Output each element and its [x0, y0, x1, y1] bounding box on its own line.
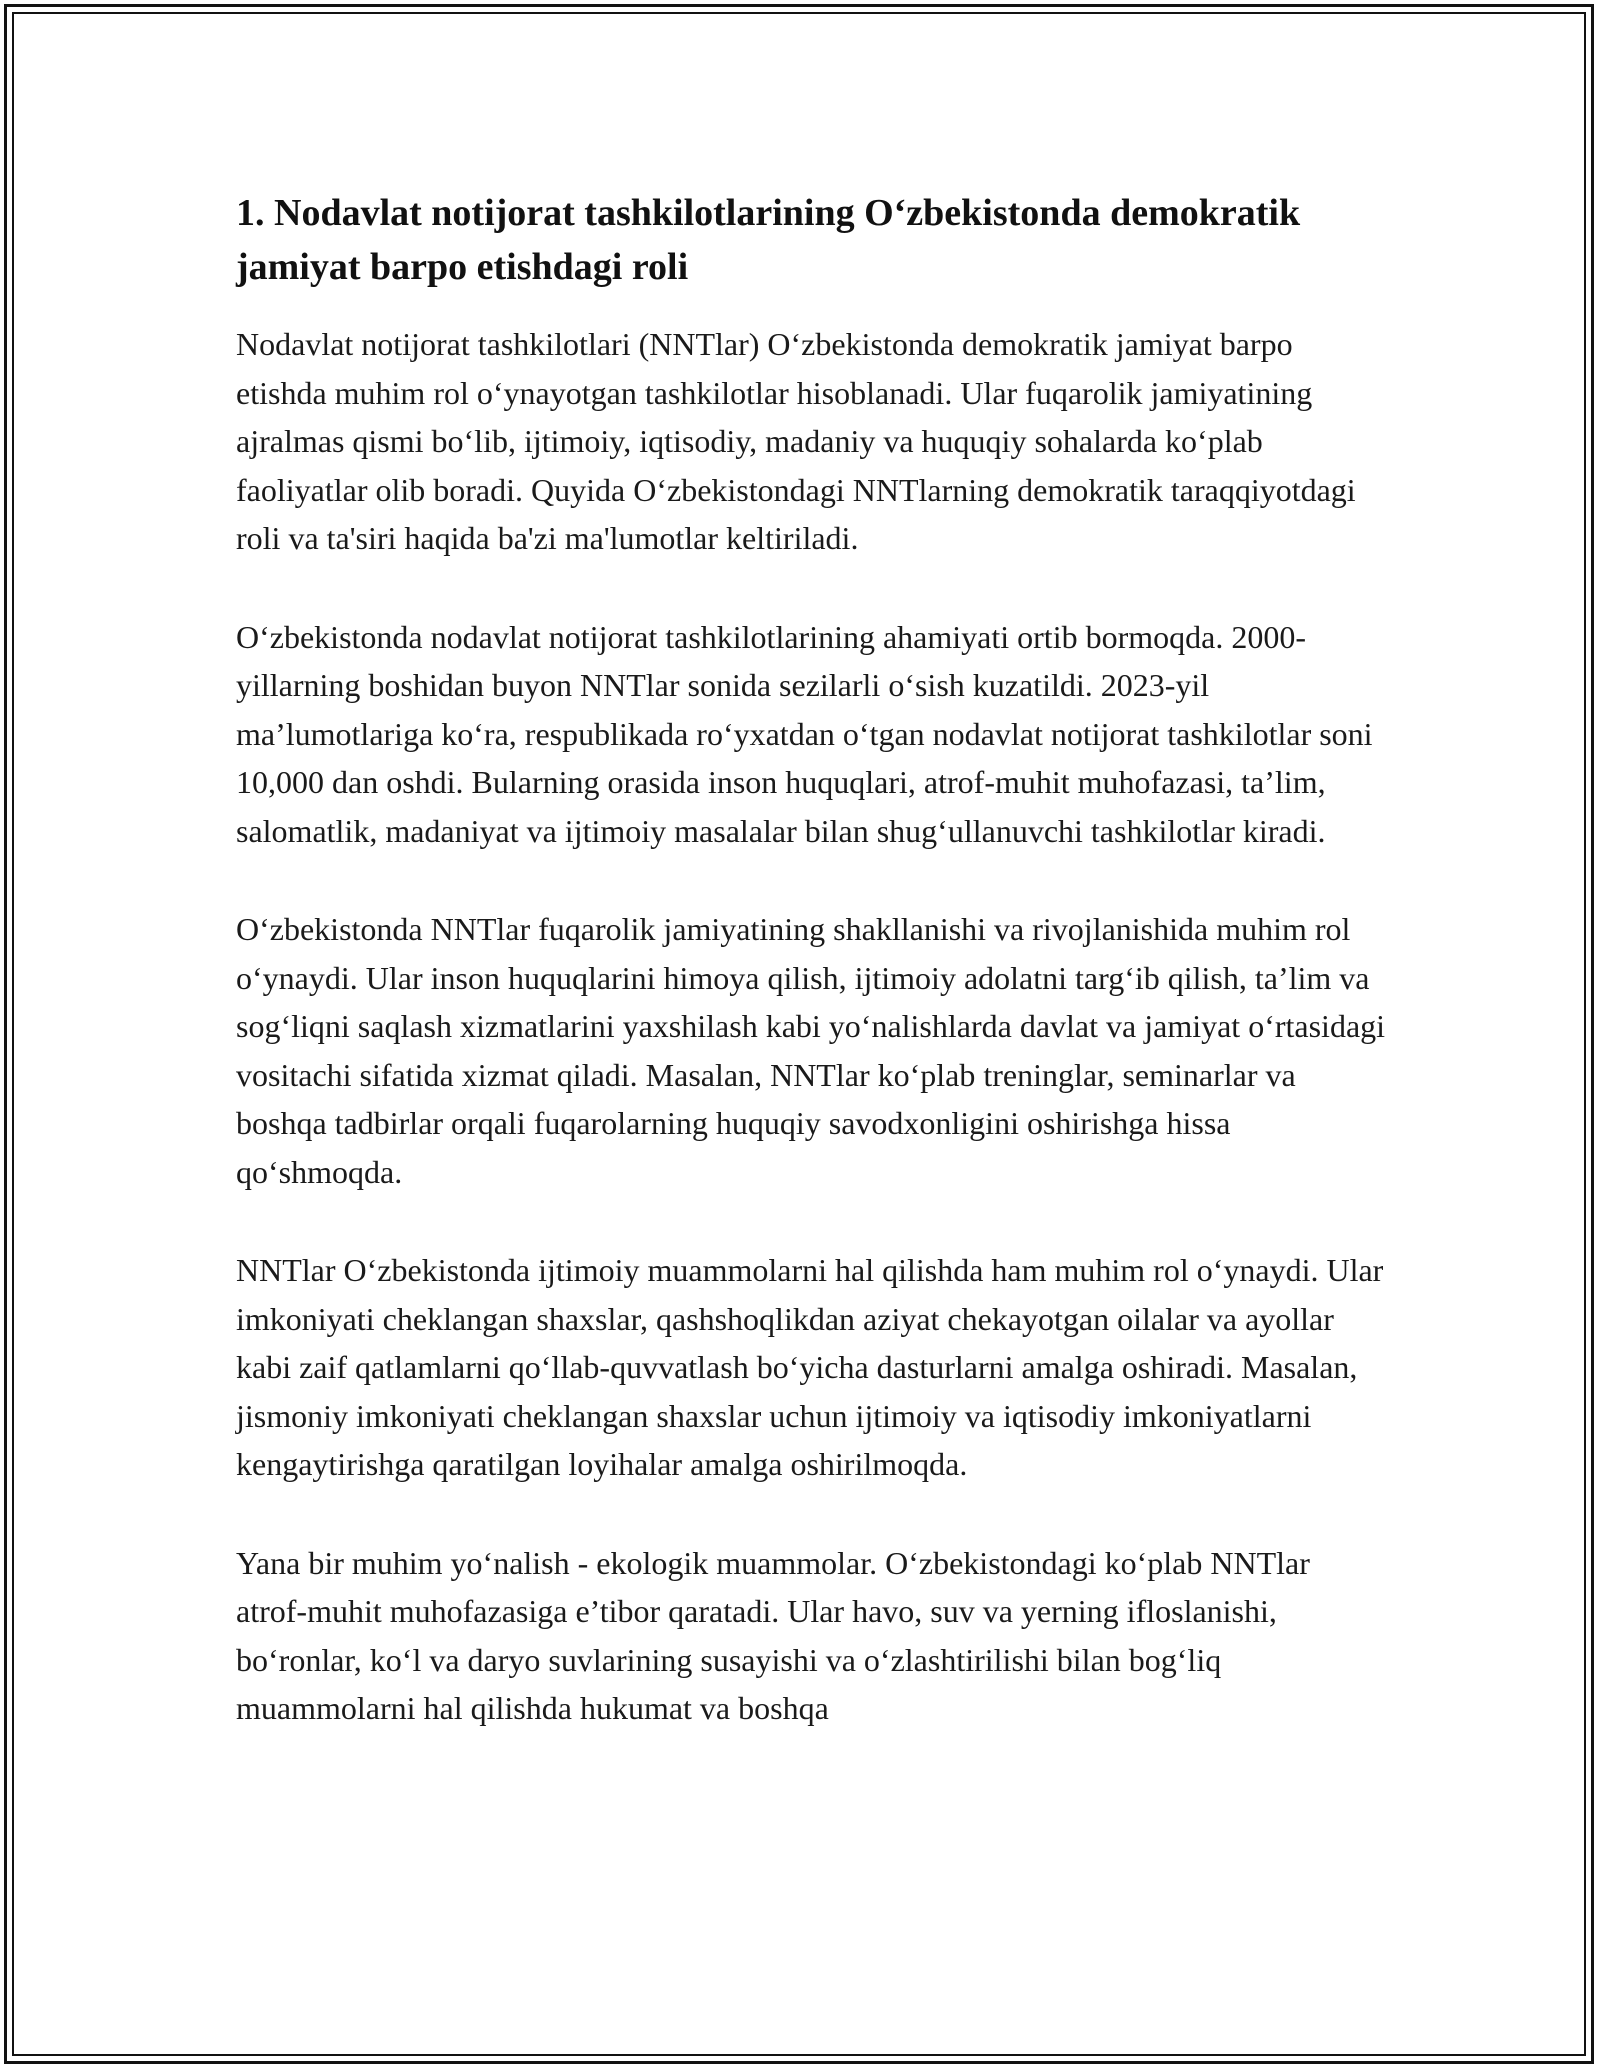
paragraph-civil-society: O‘zbekistonda NNTlar fuqarolik jamiyatining shakllanishi va rivojlanishida muhim rol o‘ynaydi. Ular inson huquqlarini himoya qilish, ijtimoiy adolatni targ‘ib qilish, ta’lim va sog‘liqni saqlash xizmatlarini yaxshilash kabi yo‘nalishlarda davlat va jamiyat o‘rtasidagi vositachi sifatida xizmat qiladi. Masalan, NNTlar ko‘plab treninglar, seminarlar va boshqa tadbirlar orqali fuqarolarning huquqiy savodxonligini oshirishga hissa qo‘shmoqda. — [236, 911, 1386, 1190]
document-page — [236, 186, 1386, 1783]
paragraph-social-problems: NNTlar O‘zbekistonda ijtimoiy muammolarni hal qilishda ham muhim rol o‘ynaydi. Ular imkoniyati cheklangan shaxslar, qashshoqlikdan aziyat chekayotgan oilalar va ayollar kabi zaif qatlamlarni qo‘llab-quvvatlash bo‘yicha dasturlarni amalga oshiradi. Masalan, jismoniy imkoniyati cheklangan shaxslar uchun ijtimoiy va iqtisodiy imkoniyatlarni kengaytirishga qaratilgan loyihalar amalga oshirilmoqda. — [236, 1252, 1384, 1482]
paragraph-ecology: Yana bir muhim yo‘nalish - ekologik muammolar. O‘zbekistondagi ko‘plab NNTlar atrof-muhit muhofazasiga e’tibor qaratadi. Ular havo, suv va yerning ifloslanishi, bo‘ronlar, ko‘l va daryo suvlarining susayishi va o‘zlashtirilishi bilan bog‘liq muammolarni hal qilishda hukumat va boshqa — [236, 1544, 1310, 1726]
paragraph-intro: Nodavlat notijorat tashkilotlari (NNTlar) O‘zbekistonda demokratik jamiyat barpo etishda muhim rol o‘ynayotgan tashkilotlar hisoblanadi. Ular fuqarolik jamiyatining ajralmas qismi bo‘lib, ijtimoiy, iqtisodiy, madaniy va huquqiy sohalarda ko‘plab faoliyatlar olib boradi. Quyida O‘zbekistondagi NNTlarning demokratik taraqqiyotdagi roli va ta'siri haqida ba'zi ma'lumotlar keltiriladi. — [236, 326, 1356, 556]
section-heading: 1. Nodavlat notijorat tashkilotlarining O‘zbekistonda demokratik jamiyat barpo etishdagi roli — [236, 192, 1301, 288]
paragraph-growth: O‘zbekistonda nodavlat notijorat tashkilotlarining ahamiyati ortib bormoqda. 2000-yillarning boshidan buyon NNTlar sonida sezilarli o‘sish kuzatildi. 2023-yil ma’lumotlariga ko‘ra, respublikada ro‘yxatdan o‘tgan nodavlat notijorat tashkilotlar soni 10,000 dan oshdi. Bularning orasida inson huquqlari, atrof-muhit muhofazasi, ta’lim, salomatlik, madaniyat va ijtimoiy masalalar bilan shug‘ullanuvchi tashkilotlar kiradi. — [236, 618, 1373, 849]
